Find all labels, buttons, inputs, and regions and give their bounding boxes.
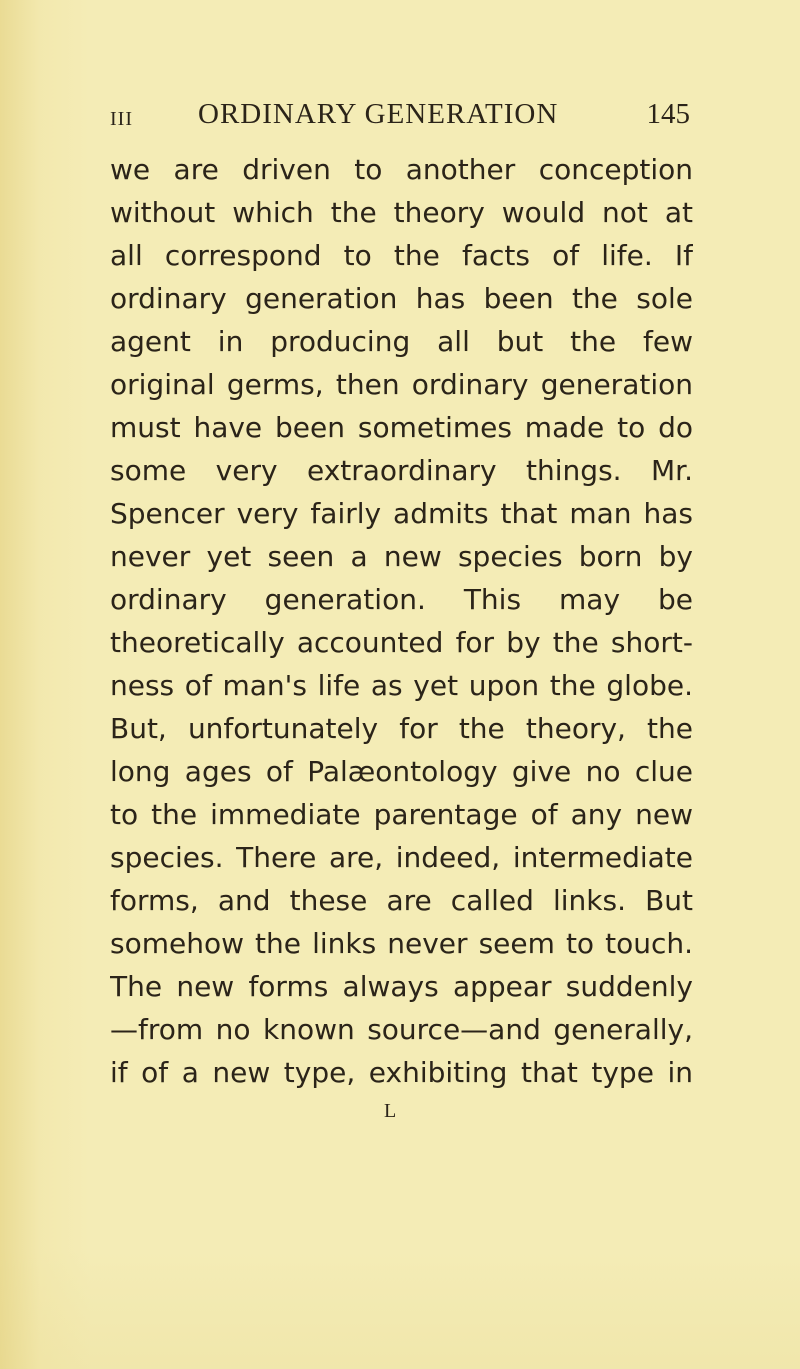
- text-line: we are driven to another conception: [110, 153, 693, 186]
- text-line: But, unfortunately for the theory, the: [110, 712, 693, 745]
- running-head: [110, 98, 690, 138]
- text-line: long ages of Palæontology give no clue: [110, 755, 693, 788]
- text-line: some very extraordinary things. Mr.: [110, 454, 693, 487]
- chapter-number: III: [110, 108, 133, 130]
- text-line: all correspond to the facts of life. If: [110, 239, 693, 272]
- running-title: ORDINARY GENERATION: [198, 98, 559, 130]
- text-line: to the immediate parentage of any new: [110, 798, 693, 831]
- text-line: theoretically accounted for by the short-: [110, 626, 693, 659]
- text-line: Spencer very fairly admits that man has: [110, 497, 693, 530]
- text-line: forms, and these are called links. But: [110, 884, 693, 917]
- text-line: species. There are, indeed, intermediate: [110, 841, 693, 874]
- text-line: —from no known source—and generally,: [110, 1013, 693, 1046]
- text-line: without which the theory would not at: [110, 196, 693, 229]
- text-line: must have been sometimes made to do: [110, 411, 693, 444]
- page-number: 145: [646, 98, 690, 130]
- text-line: original germs, then ordinary generation: [110, 368, 693, 401]
- text-line: ordinary generation has been the sole: [110, 282, 693, 315]
- text-line: if of a new type, exhibiting that type in: [110, 1056, 693, 1089]
- text-line: somehow the links never seem to touch.: [110, 927, 693, 960]
- text-line: ness of man's life as yet upon the globe.: [110, 669, 693, 702]
- body-text: [110, 148, 693, 1094]
- text-line: never yet seen a new species born by: [110, 540, 693, 573]
- text-line: The new forms always appear suddenly: [110, 970, 693, 1003]
- signature-mark: L: [384, 1100, 398, 1122]
- text-line: ordinary generation. This may be: [110, 583, 693, 616]
- text-line: agent in producing all but the few: [110, 325, 693, 358]
